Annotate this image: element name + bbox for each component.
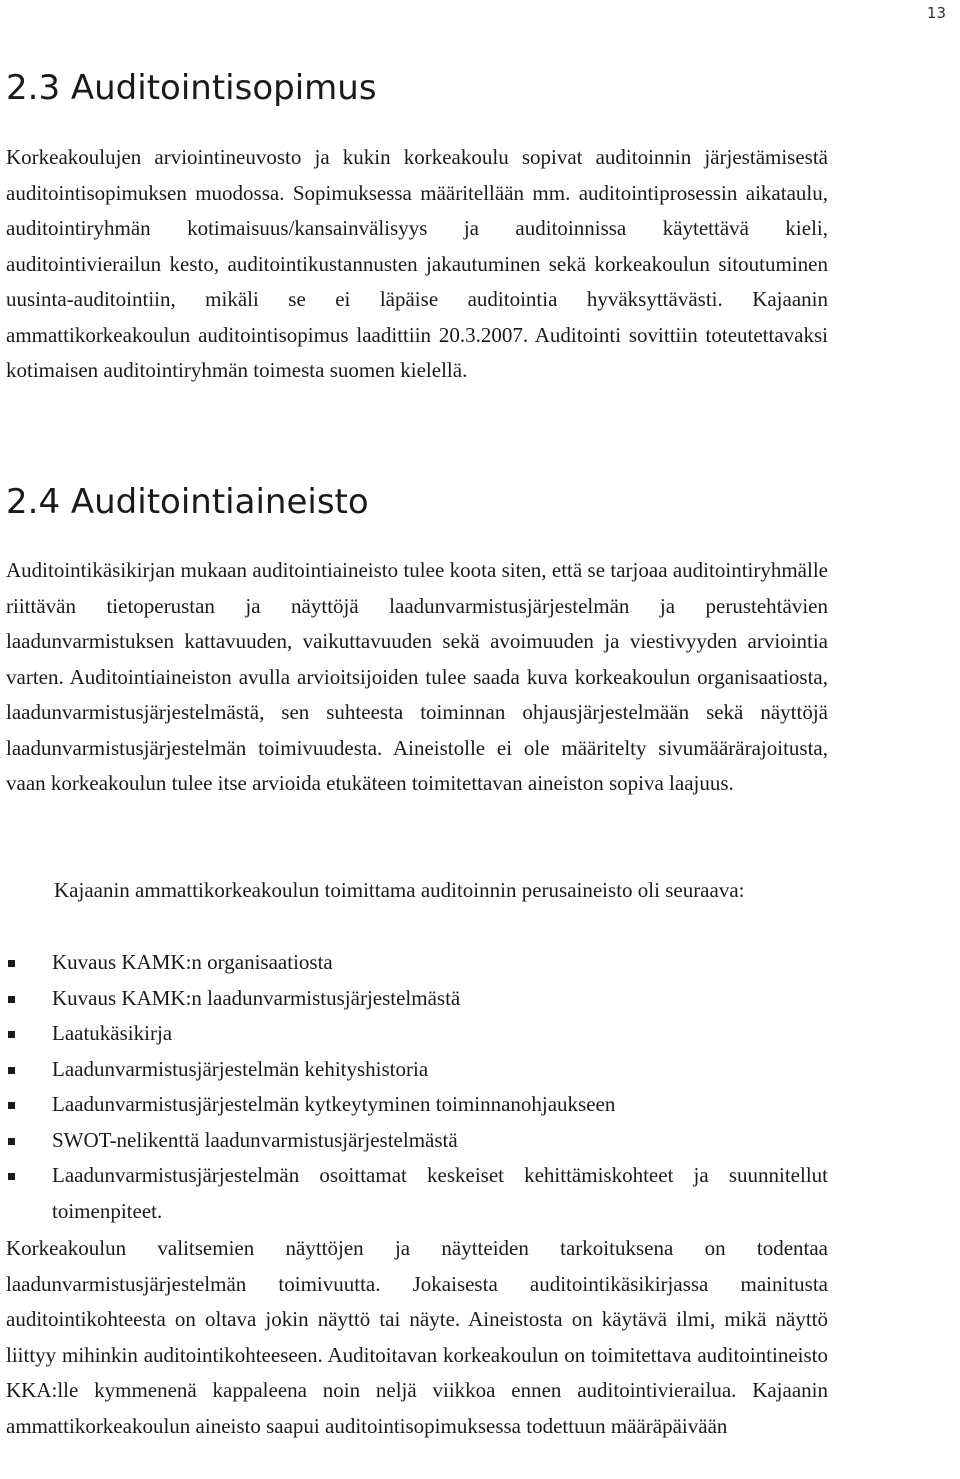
page-number: 13 bbox=[926, 4, 946, 22]
bullet-square-icon bbox=[8, 996, 15, 1003]
section-2-3-paragraph: Korkeakoulujen arviointineuvosto ja kukin korkeakoulu sopivat auditoinnin järjestämisestä auditointisopimuksen muodossa. Sopimuksessa määritellään mm. auditointiprosessin aikataulu, auditointiryhmän kotimaisuus/kansainvälisyys ja auditoinnissa käytettävä kieli, auditointivierailun kesto, auditointikustannusten jakautuminen sekä korkeakoulun sitoutuminen uusinta-auditointiin, mikäli se ei läpäise auditointia hyväksyttävästi. Kajaanin ammattikorkeakoulun auditointisopimus laadittiin 20.3.2007. Auditointi sovittiin toteutettavaksi kotimaisen auditointiryhmän toimesta suomen kielellä. bbox=[6, 145, 828, 382]
list-item bbox=[6, 945, 828, 981]
list-item bbox=[6, 981, 828, 1017]
list-item bbox=[6, 1052, 828, 1088]
bullet-square-icon bbox=[8, 1102, 15, 1109]
list-item bbox=[6, 1016, 828, 1052]
bullet-square-icon bbox=[8, 1138, 15, 1145]
section-2-4-heading: 2.4 Auditointiaineisto bbox=[6, 482, 369, 522]
section-2-4-paragraph-2: Kajaanin ammattikorkeakoulun toimittama auditoinnin perusaineisto oli seuraava: bbox=[54, 878, 745, 902]
section-2-4-paragraph-1: Auditointikäsikirjan mukaan auditointiaineisto tulee koota siten, että se tarjoaa auditointiryhmälle riittävän tietoperustan ja näyttöjä laadunvarmistusjärjestelmän ja perustehtävien laadunvarmistuksen kattavuuden, vaikuttavuuden sekä avoimuuden ja viestivyyden arviointia varten. Auditointiaineiston avulla arvioitsijoiden tulee saada kuva korkeakoulun organisaatiosta, laadunvarmistusjärjestelmästä, sen suhteesta toiminnan ohjausjärjestelmään sekä näyttöjä laadunvarmistusjärjestelmän toimivuudesta. Aineistolle ei ole määritelty sivumäärärajoitusta, vaan korkeakoulun tulee itse arvioida etukäteen toimitettavan aineiston sopiva laajuus. bbox=[6, 558, 828, 795]
list-item bbox=[6, 1087, 828, 1123]
list-item-text: Laadunvarmistusjärjestelmän kytkeytyminen toiminnanohjaukseen bbox=[52, 1092, 616, 1116]
list-item bbox=[6, 1123, 828, 1159]
list-item-text: SWOT-nelikenttä laadunvarmistusjärjestelmästä bbox=[52, 1127, 458, 1152]
bullet-square-icon bbox=[8, 960, 15, 967]
list-item-text: Laadunvarmistusjärjestelmän osoittamat keskeiset kehittämiskohteet ja suunnitellut toimenpiteet. bbox=[52, 1163, 828, 1223]
bullet-square-icon bbox=[8, 1067, 15, 1074]
section-2-4-paragraph-3: Korkeakoulun valitsemien näyttöjen ja näytteiden tarkoituksena on todentaa laadunvarmistusjärjestelmän toimivuutta. Jokaisesta auditointikäsikirjassa mainitusta auditointikohteesta on oltava jokin näyttö tai näyte. Aineistosta on käytävä ilmi, mikä näyttö liittyy mihinkin auditointikohteeseen. Auditoitavan korkeakoulun on toimitettava auditointineisto KKA:lle kymmenenä kappaleena noin neljä viikkoa ennen auditointivierailua. Kajaanin ammattikorkeakoulun aineisto saapui auditointisopimuksessa todettuun määräpäivään bbox=[6, 1236, 828, 1438]
section-2-3-heading: 2.3 Auditointisopimus bbox=[6, 68, 377, 108]
list-item bbox=[6, 1158, 828, 1229]
list-item-text: Kuvaus KAMK:n organisaatiosta bbox=[52, 950, 333, 974]
bullet-square-icon bbox=[8, 1173, 15, 1180]
list-item-text: Kuvaus KAMK:n laadunvarmistusjärjestelmästä bbox=[52, 985, 461, 1010]
material-list bbox=[6, 945, 828, 1229]
list-item-text: Laatukäsikirja bbox=[52, 1021, 173, 1045]
bullet-square-icon bbox=[8, 1031, 15, 1038]
list-item-text: Laadunvarmistusjärjestelmän kehityshistoria bbox=[52, 1056, 429, 1081]
